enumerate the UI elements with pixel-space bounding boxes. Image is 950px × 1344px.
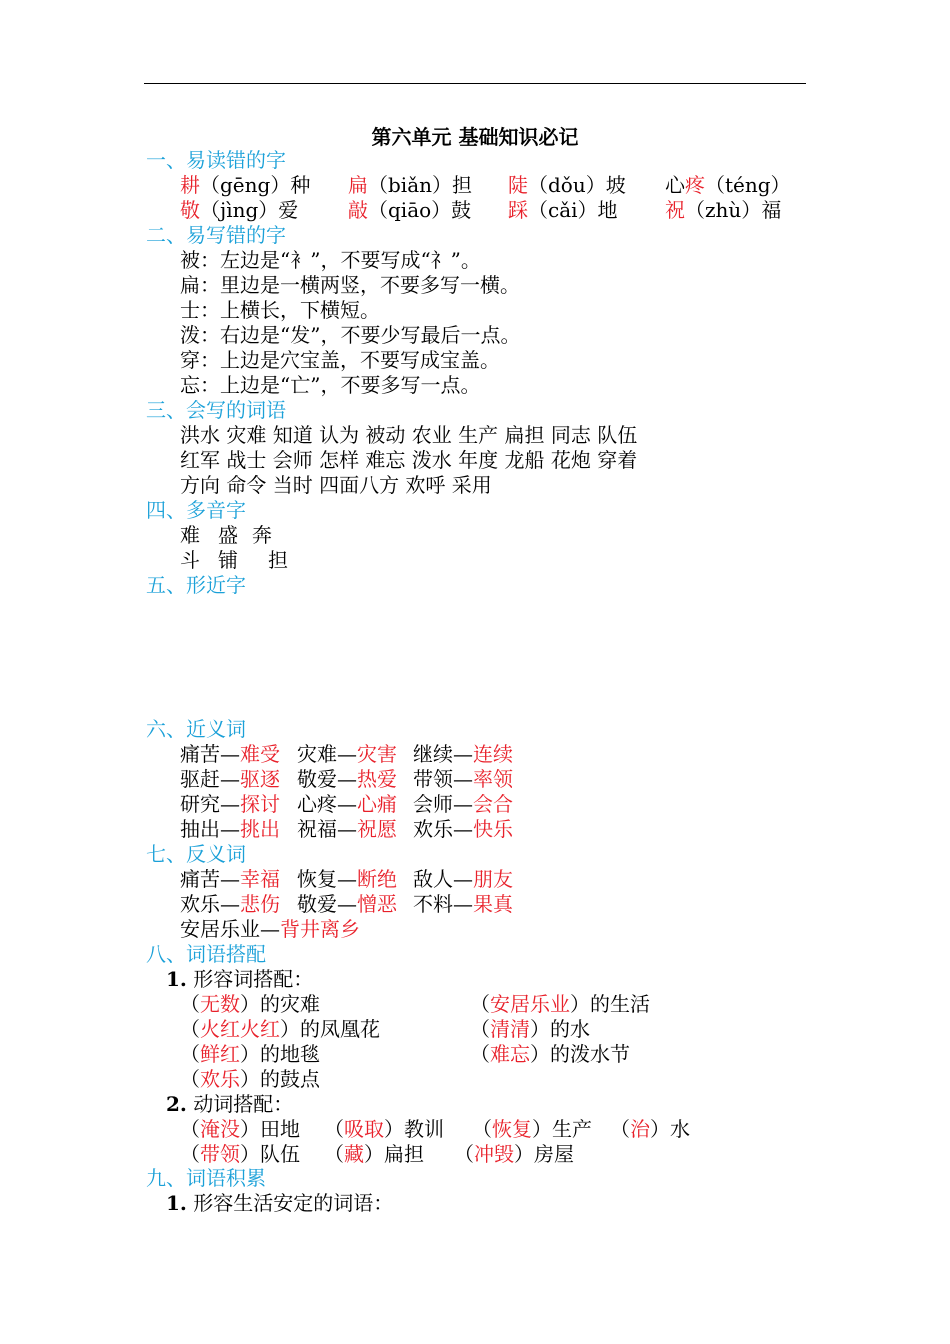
synonym-pair: 抽出—挑出 [180,817,280,841]
section-heading-1: 一、易读错的字 [146,148,286,172]
word-list-line: 洪水 灾难 知道 认为 被动 农业 生产 扁担 同志 队伍 [180,423,638,447]
section-heading-2: 二、易写错的字 [146,223,286,247]
verb-item: （藏）扁担 [324,1142,424,1166]
collocation-item: （难忘）的泼水节 [470,1042,630,1066]
writing-note: 忘：上边是“亡”，不要多写一点。 [180,373,481,397]
synonym-pair: 欢乐—快乐 [413,817,513,841]
polyphone-char: 斗 [180,548,200,572]
polyphone-char: 奔 [252,523,272,547]
synonym-pair: 会师—会合 [413,792,513,816]
pinyin-item: 踩（cǎi）地 [508,198,618,222]
synonym-pair: 继续—连续 [413,742,513,766]
collocation-item: （安居乐业）的生活 [470,992,650,1016]
collocation-item: （火红火红）的凤凰花 [180,1017,380,1041]
pinyin-item: 敬（jìng）爱 [180,198,299,222]
writing-note: 被：左边是“衤”，不要写成“礻”。 [180,248,481,272]
antonym-pair: 恢复—断绝 [297,867,397,891]
pinyin-item: 陡（dǒu）坡 [508,173,626,197]
section-heading-8: 八、词语搭配 [146,942,266,966]
section-heading-7: 七、反义词 [146,842,246,866]
synonym-pair: 心疼—心痛 [297,792,397,816]
word-list-line: 方向 命令 当时 四面八方 欢呼 采用 [180,473,492,497]
pinyin-item: 敲（qiāo）鼓 [348,198,472,222]
pinyin-item: 扁（biǎn）担 [348,173,473,197]
synonym-pair: 痛苦—难受 [180,742,280,766]
polyphone-char: 担 [268,548,288,572]
synonym-pair: 祝福—祝愿 [297,817,397,841]
synonym-pair: 灾难—灾害 [297,742,397,766]
antonym-pair: 不料—果真 [413,892,513,916]
synonym-pair: 带领—率领 [413,767,513,791]
pinyin-item: 心疼（téng） [665,173,791,197]
header-rule [144,83,806,84]
polyphone-char: 盛 [218,523,238,547]
section-heading-5: 五、形近字 [146,573,246,597]
section-heading-4: 四、多音字 [146,498,246,522]
polyphone-char: 铺 [218,548,238,572]
section-heading-6: 六、近义词 [146,717,246,741]
polyphone-char: 难 [180,523,200,547]
word-list-line: 红军 战士 会师 怎样 难忘 泼水 年度 龙船 花炮 穿着 [180,448,638,472]
page-title: 第六单元 基础知识必记 [371,125,579,149]
antonym-pair: 敬爱—憎恶 [297,892,397,916]
synonym-pair: 敬爱—热爱 [297,767,397,791]
synonym-pair: 驱赶—驱逐 [180,767,280,791]
antonym-pair: 敌人—朋友 [413,867,513,891]
verb-item: （带领）队伍 [180,1142,300,1166]
collocation-item: （清清）的水 [470,1017,590,1041]
antonym-pair: 痛苦—幸福 [180,867,280,891]
verb-item: （治）水 [610,1117,690,1141]
writing-note: 穿：上边是穴宝盖，不要写成宝盖。 [180,348,500,372]
verb-item: （淹没）田地 [180,1117,300,1141]
collocation-item: （鲜红）的地毯 [180,1042,320,1066]
collocation-item: （无数）的灾难 [180,992,320,1016]
section-heading-3: 三、会写的词语 [146,398,286,422]
writing-note: 士：上横长，下横短。 [180,298,380,322]
subheading: 2. 动词搭配： [166,1092,294,1116]
verb-item: （吸取）教训 [324,1117,444,1141]
collocation-item: （欢乐）的鼓点 [180,1067,320,1091]
subheading: 1. 形容词搭配： [166,967,314,991]
subheading: 1. 形容生活安定的词语： [166,1191,394,1215]
writing-note: 泼：右边是“发”，不要少写最后一点。 [180,323,521,347]
antonym-pair: 安居乐业—背井离乡 [180,917,360,941]
antonym-pair: 欢乐—悲伤 [180,892,280,916]
verb-item: （恢复）生产 [472,1117,592,1141]
pinyin-item: 耕（gēng）种 [180,173,311,197]
verb-item: （冲毁）房屋 [454,1142,574,1166]
synonym-pair: 研究—探讨 [180,792,280,816]
section-heading-9: 九、词语积累 [146,1166,266,1190]
pinyin-item: 祝（zhù）福 [665,198,782,222]
writing-note: 扁：里边是一横两竖，不要多写一横。 [180,273,520,297]
